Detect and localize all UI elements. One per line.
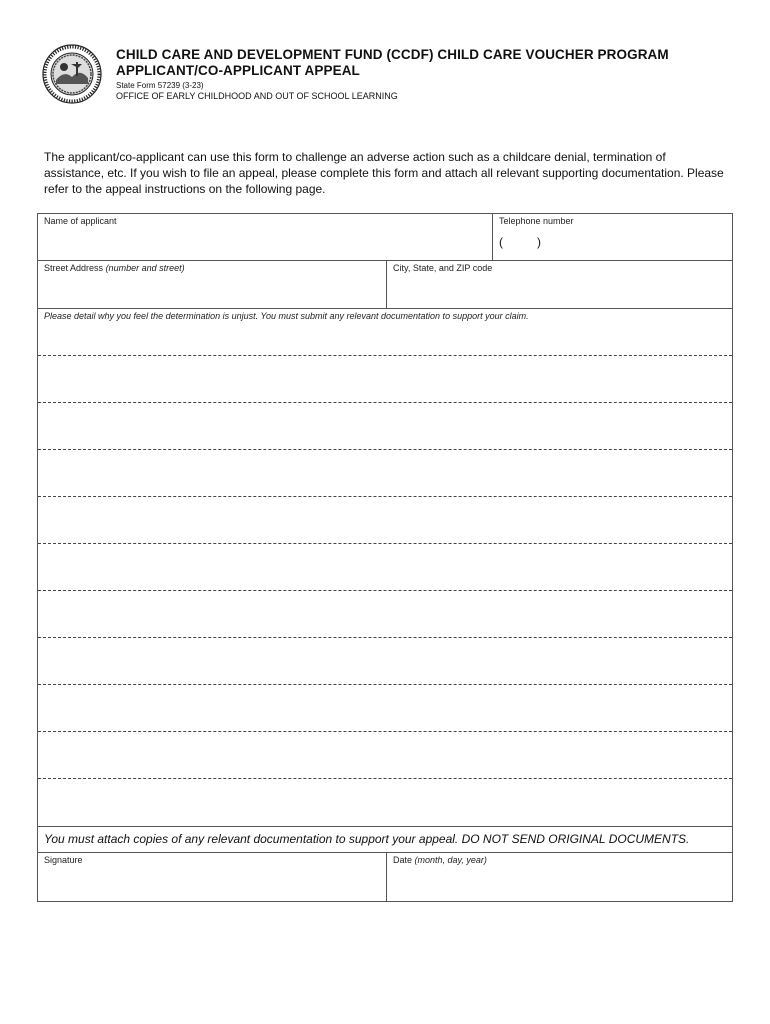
- date-label-text: Date: [393, 855, 413, 865]
- date-label: [387, 853, 732, 866]
- telephone-label: Telephone number: [499, 216, 574, 226]
- form-title-line1: CHILD CARE AND DEVELOPMENT FUND (CCDF) CHILD CARE VOUCHER PROGRAM: [116, 47, 669, 62]
- detail-line[interactable]: [38, 685, 732, 732]
- detail-prompt: Please detail why you feel the determination is unjust. You must submit any relevant documentation to support your claim.: [44, 311, 529, 321]
- detail-line[interactable]: [38, 638, 732, 685]
- detail-line[interactable]: [38, 544, 732, 591]
- detail-line[interactable]: [38, 450, 732, 497]
- detail-line[interactable]: [38, 732, 732, 779]
- detail-line[interactable]: [38, 403, 732, 450]
- area-code-open-paren: (: [499, 235, 503, 249]
- address-row: [38, 261, 732, 309]
- detail-row[interactable]: [38, 309, 732, 356]
- detail-line[interactable]: [38, 779, 732, 827]
- appeal-form-table: [37, 213, 733, 902]
- street-address-hint: (number and street): [105, 263, 185, 273]
- notice-row: [38, 827, 732, 853]
- area-code-close-paren: ): [537, 235, 541, 249]
- city-state-zip-label: City, State, and ZIP code: [393, 263, 493, 273]
- city-state-zip-field[interactable]: [386, 261, 732, 308]
- signature-label: Signature: [44, 855, 83, 865]
- telephone-area-code: [499, 235, 575, 249]
- date-hint: (month, day, year): [414, 855, 487, 865]
- street-address-label: [38, 261, 386, 274]
- signature-field[interactable]: [38, 853, 386, 901]
- state-seal-icon: [42, 44, 102, 104]
- office-name: OFFICE OF EARLY CHILDHOOD AND OUT OF SCHOOL LEARNING: [116, 91, 398, 101]
- name-phone-row: [38, 214, 732, 261]
- date-field[interactable]: [386, 853, 732, 901]
- applicant-name-label: Name of applicant: [44, 216, 117, 226]
- form-number: State Form 57239 (3-23): [116, 81, 204, 90]
- intro-paragraph: The applicant/co-applicant can use this form to challenge an adverse action such as a childcare denial, termination of assistance, etc. If you wish to file an appeal, please complete this form and attach all relevant supporting documentation. Please refer to the appeal instructions on the following page.: [44, 150, 724, 196]
- detail-line[interactable]: [38, 591, 732, 638]
- signature-row: [38, 853, 732, 901]
- telephone-field[interactable]: [492, 214, 732, 260]
- street-address-field[interactable]: [38, 261, 386, 308]
- form-title-line2: APPLICANT/CO-APPLICANT APPEAL: [116, 63, 360, 78]
- detail-line[interactable]: [38, 497, 732, 544]
- form-header: [116, 47, 736, 102]
- attach-documents-notice: You must attach copies of any relevant documentation to support your appeal. DO NOT SEND ORIGINAL DOCUMENTS.: [44, 832, 690, 846]
- detail-line[interactable]: [38, 356, 732, 403]
- street-address-label-text: Street Address: [44, 263, 104, 273]
- applicant-name-field[interactable]: [38, 214, 492, 260]
